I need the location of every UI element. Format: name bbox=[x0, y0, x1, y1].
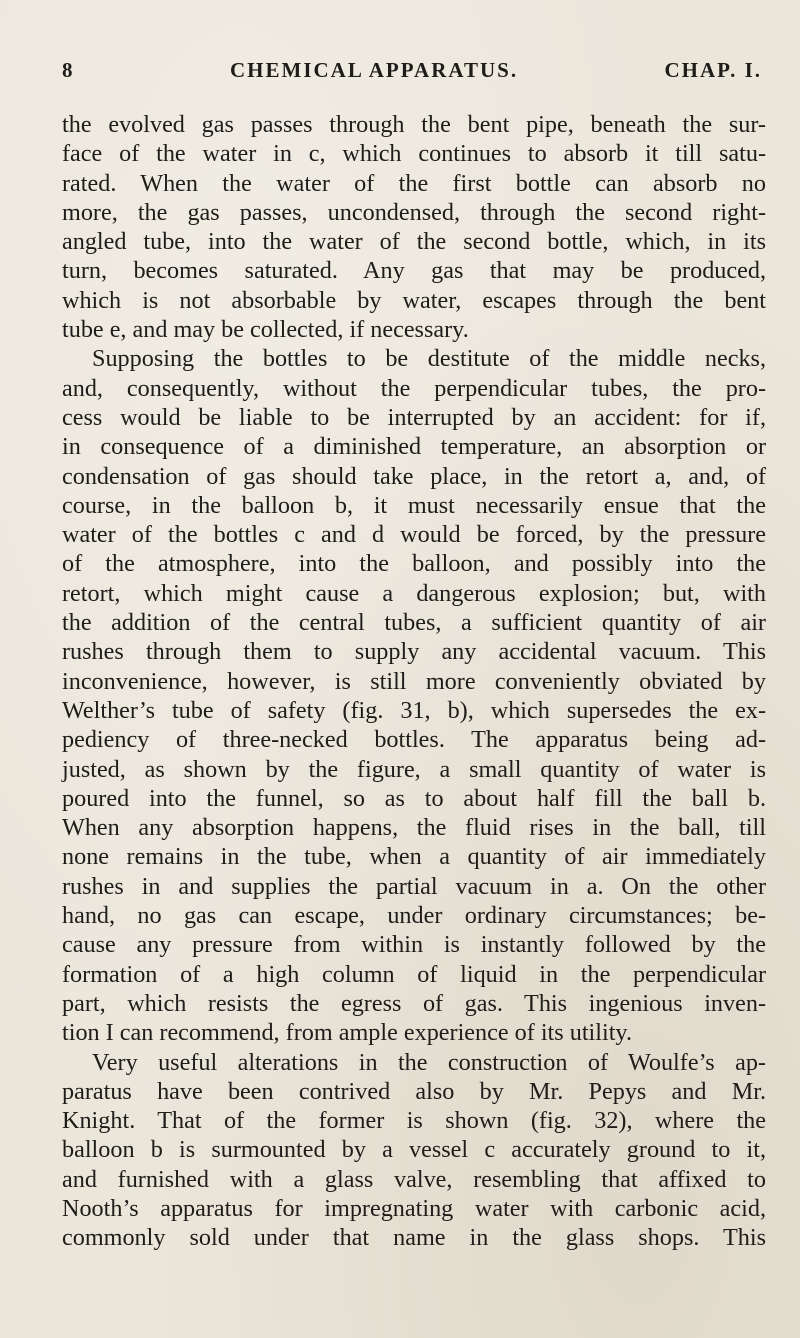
text-line: the addition of the central tubes, a sufficient quantity of air bbox=[62, 609, 766, 637]
text-line: When any absorption happens, the fluid rises in the ball, till bbox=[62, 814, 766, 842]
text-line: tube e, and may be collected, if necessary. bbox=[62, 316, 469, 344]
text-line: rushes in and supplies the partial vacuum in a. On the other bbox=[62, 872, 766, 900]
paragraph-start-line: Very useful alterations in the construction of Woulfe’s ap- bbox=[92, 1048, 766, 1076]
text-line: balloon b is surmounted by a vessel c accurately ground to it, bbox=[62, 1136, 766, 1164]
body-text bbox=[62, 110, 766, 1253]
text-line: none remains in the tube, when a quantity of air immediately bbox=[62, 843, 766, 871]
text-line: more, the gas passes, uncondensed, through the second right- bbox=[62, 198, 766, 226]
text-line: course, in the balloon b, it must necessarily ensue that the bbox=[62, 491, 766, 519]
paragraph-start-line: Supposing the bottles to be destitute of the middle necks, bbox=[92, 345, 766, 373]
text-line: justed, as shown by the figure, a small quantity of water is bbox=[62, 755, 766, 783]
text-line: and, consequently, without the perpendicular tubes, the pro- bbox=[62, 374, 766, 402]
chapter-label: CHAP. I. bbox=[664, 58, 762, 82]
text-line: and furnished with a glass valve, resembling that affixed to bbox=[62, 1165, 766, 1193]
text-line: pediency of three-necked bottles. The apparatus being ad- bbox=[62, 726, 766, 754]
text-line: retort, which might cause a dangerous explosion; but, with bbox=[62, 579, 766, 607]
text-line: cess would be liable to be interrupted by an accident: for if, bbox=[62, 403, 766, 431]
text-line: commonly sold under that name in the glass shops. This bbox=[62, 1224, 766, 1252]
text-line: tion I can recommend, from ample experience of its utility. bbox=[62, 1019, 632, 1047]
text-line: poured into the funnel, so as to about half fill the ball b. bbox=[62, 784, 766, 812]
page-number: 8 bbox=[62, 58, 75, 82]
text-line: rushes through them to supply any accidental vacuum. This bbox=[62, 638, 766, 666]
text-line: Knight. That of the former is shown (fig. 32), where the bbox=[62, 1107, 766, 1135]
text-line: water of the bottles c and d would be forced, by the pressure bbox=[62, 521, 766, 549]
text-line: Nooth’s apparatus for impregnating water with carbonic acid, bbox=[62, 1194, 766, 1222]
text-line: formation of a high column of liquid in the perpendicular bbox=[62, 960, 766, 988]
text-line: angled tube, into the water of the second bottle, which, in its bbox=[62, 228, 766, 256]
text-line: which is not absorbable by water, escapes through the bent bbox=[62, 286, 766, 314]
text-line: part, which resists the egress of gas. This ingenious inven- bbox=[62, 989, 766, 1017]
text-line: hand, no gas can escape, under ordinary circumstances; be- bbox=[62, 902, 766, 930]
text-line: of the atmosphere, into the balloon, and possibly into the bbox=[62, 550, 766, 578]
text-line: inconvenience, however, is still more conveniently obviated by bbox=[62, 667, 766, 695]
text-line: rated. When the water of the first bottle can absorb no bbox=[62, 169, 766, 197]
running-head bbox=[62, 58, 762, 88]
text-line: cause any pressure from within is instantly followed by the bbox=[62, 931, 766, 959]
text-line: turn, becomes saturated. Any gas that may be produced, bbox=[62, 257, 766, 285]
text-line: face of the water in c, which continues to absorb it till satu- bbox=[62, 140, 766, 168]
text-line: condensation of gas should take place, in the retort a, and, of bbox=[62, 462, 766, 490]
text-line: Welther’s tube of safety (fig. 31, b), which supersedes the ex- bbox=[62, 696, 766, 724]
running-title: CHEMICAL APPARATUS. bbox=[230, 58, 519, 82]
text-line: in consequence of a diminished temperature, an absorption or bbox=[62, 433, 766, 461]
text-line: the evolved gas passes through the bent pipe, beneath the sur- bbox=[62, 111, 766, 138]
text-line: paratus have been contrived also by Mr. Pepys and Mr. bbox=[62, 1077, 766, 1105]
